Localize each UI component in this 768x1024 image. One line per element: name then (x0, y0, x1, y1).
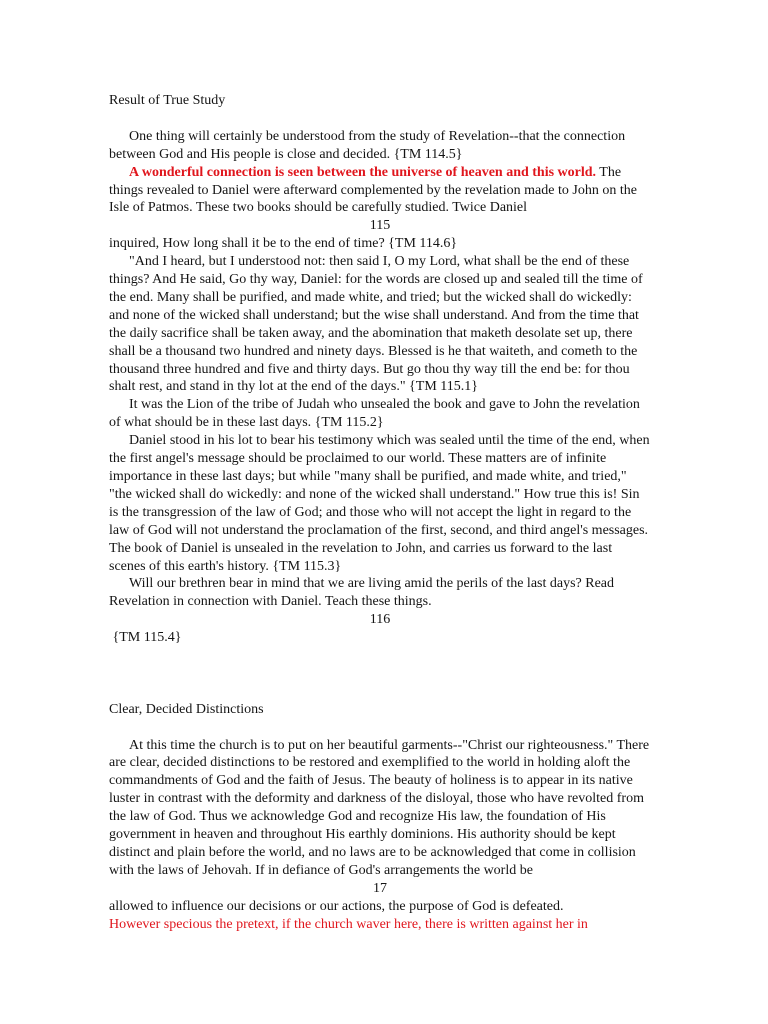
page-number: 17 (373, 880, 387, 896)
paragraph (109, 737, 651, 880)
paragraph (109, 128, 651, 164)
spacer (109, 665, 651, 683)
paragraph (109, 164, 651, 218)
paragraph-text: It was the Lion of the tribe of Judah who unsealed the book and gave to John the revelation of what should be in these last days. {TM 115.2} (109, 397, 640, 431)
spacer (109, 683, 651, 701)
section-title: Result of True Study (109, 93, 226, 108)
spacer (109, 110, 651, 128)
highlighted-sentence: However specious the pretext, if the church waver here, there is written against her in (109, 916, 588, 932)
spacer (109, 647, 651, 665)
paragraph-text: One thing will certainly be understood from the study of Revelation--that the connection between God and His people is close and decided. {TM 114.5} (109, 128, 626, 162)
paragraph (109, 575, 651, 611)
paragraph-continuation: allowed to influence our decisions or our actions, the purpose of God is defeated. (109, 898, 564, 914)
paragraph-continuation: inquired, How long shall it be to the end of time? {TM 114.6} (109, 236, 458, 252)
reference: {TM 115.4} (109, 630, 182, 646)
highlighted-sentence: A wonderful connection is seen between the universe of heaven and this world. (129, 164, 597, 180)
paragraph-text: "And I heard, but I understood not: then said I, O my Lord, what shall be the end of these things? And He said, Go thy way, Daniel: for the words are closed up and sealed till the time of the end. Many shall be purified, and made white, and tried; but the wicked shall do wickedly: and none of the wicked shall understand; but the wise shall understand. And from the time that the daily sacrifice shall be taken away, and the abomination that maketh desolate set up, there shall be a thousand two hundred and ninety days. Blessed is he that waiteth, and cometh to the thousand three hundred and five and thirty days. But go thou thy way till the end be: for thou shalt rest, and stand in thy lot at the end of the days." {TM 115.1} (109, 254, 643, 395)
section-title: Clear, Decided Distinctions (109, 701, 264, 717)
document-page (109, 92, 651, 934)
page-number: 115 (369, 218, 391, 234)
page-number: 116 (369, 612, 391, 628)
paragraph-text: Will our brethren bear in mind that we are living amid the perils of the last days? Read Revelation in connection with Daniel. Teach these things. (109, 576, 615, 610)
paragraph-text: At this time the church is to put on her beautiful garments--"Christ our righteousness." There are clear, decided distinctions to be restored and exemplified to the world in holding aloft the commandments of God and the faith of Jesus. The beauty of holiness is to appear in its native luster in contrast with the deformity and darkness of the disloyal, those who have revolted from the law of God. Thus we acknowledge God and recognize His law, the foundation of His government in heaven and throughout His earthly dominions. His authority should be kept distinct and plain before the world, and no laws are to be acknowledged that come in collision with the laws of Jehovah. If in defiance of God's arrangements the world be (109, 737, 650, 878)
paragraph (109, 432, 651, 575)
paragraph (109, 396, 651, 432)
spacer (109, 719, 651, 737)
paragraph-text: Daniel stood in his lot to bear his testimony which was sealed until the time of the end, when the first angel's message should be proclaimed to our world. These matters are of infinite importance in these last days; but while "many shall be purified, and made white, and tried," "the wicked shall do wickedly: and none of the wicked shall understand." How true this is! Sin is the transgression of the law of God; and those who will not accept the light in regard to the law of God will not understand the proclamation of the first, second, and third angel's messages. The book of Daniel is unsealed in the revelation to John, and carries us forward to the last scenes of this earth's history. {TM 115.3} (109, 433, 650, 574)
paragraph (109, 253, 651, 396)
paragraph-text: The things revealed to Daniel were afterward complemented by the revelation made to John on the Isle of Patmos. These two books should be carefully studied. Twice Daniel (109, 164, 637, 216)
